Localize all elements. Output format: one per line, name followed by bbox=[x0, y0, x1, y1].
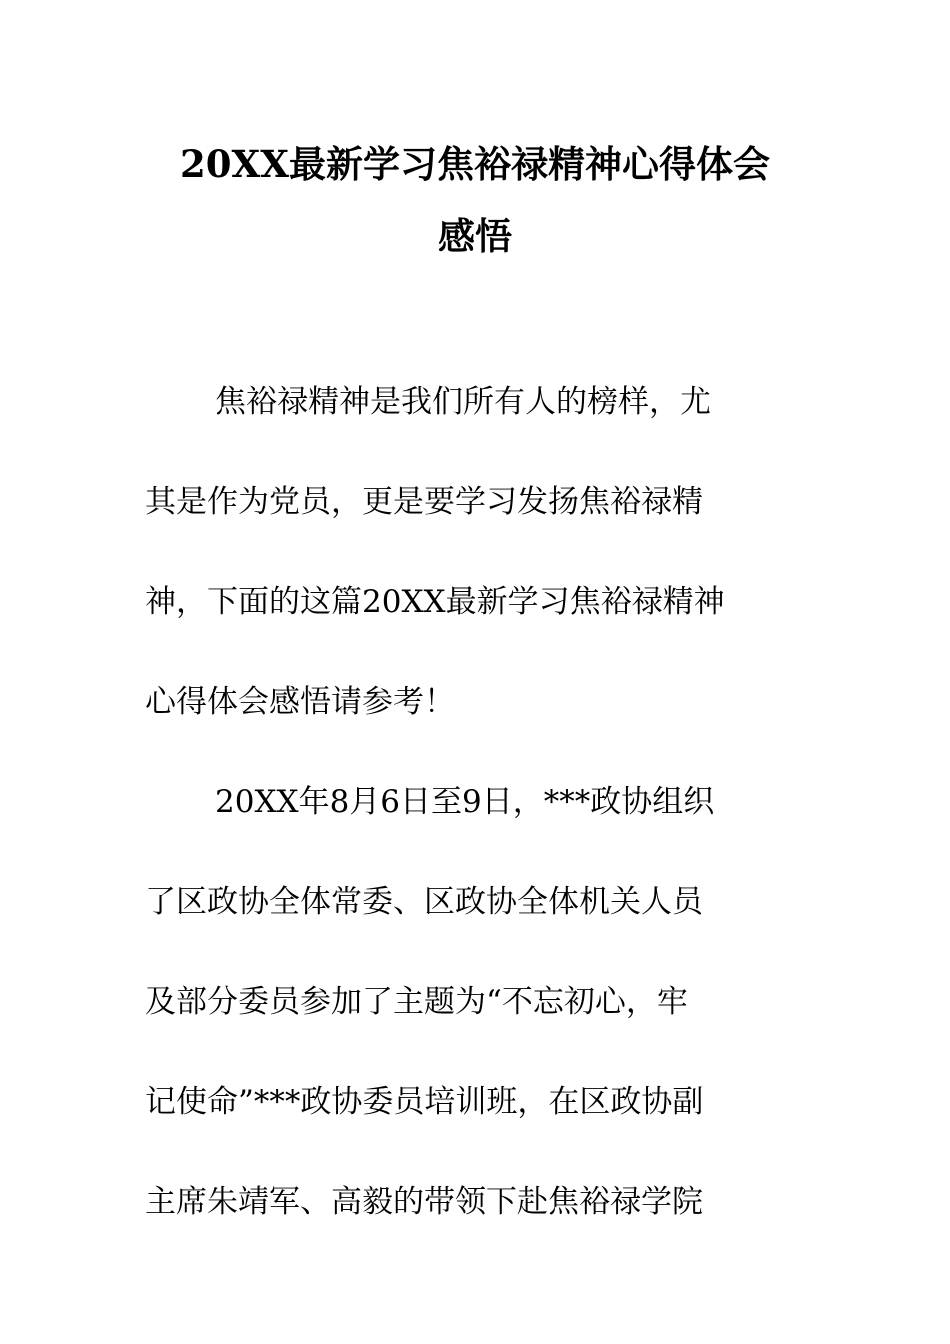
paragraph-1-line-3: 神，下面的这篇20XX最新学习焦裕禄精神 bbox=[145, 584, 725, 620]
paragraph-1-line-4: 心得体会感悟请参考！ bbox=[145, 684, 455, 720]
paragraph-1-line-1: 焦裕禄精神是我们所有人的榜样，尤 bbox=[215, 384, 711, 420]
paragraph-2-line-4: 记使命”***政协委员培训班，在区政协副 bbox=[145, 1084, 704, 1120]
title-line-1: 20XX最新学习焦裕禄精神心得体会 bbox=[180, 142, 770, 186]
paragraph-2-line-2: 了区政协全体常委、区政协全体机关人员 bbox=[145, 884, 703, 920]
paragraph-1-line-2: 其是作为党员，更是要学习发扬焦裕禄精 bbox=[145, 484, 703, 520]
paragraph-2-line-3: 及部分委员参加了主题为“不忘初心，牢 bbox=[145, 984, 688, 1020]
paragraph-2-line-1: 20XX年8月6日至9日，***政协组织 bbox=[215, 784, 715, 820]
paragraph-2-line-5: 主席朱靖军、高毅的带领下赴焦裕禄学院 bbox=[145, 1184, 703, 1220]
title-line-2: 感悟 bbox=[438, 214, 512, 258]
document-title bbox=[145, 128, 805, 272]
paragraph-1 bbox=[145, 368, 805, 768]
document-body bbox=[145, 368, 805, 1268]
paragraph-2 bbox=[145, 768, 805, 1268]
